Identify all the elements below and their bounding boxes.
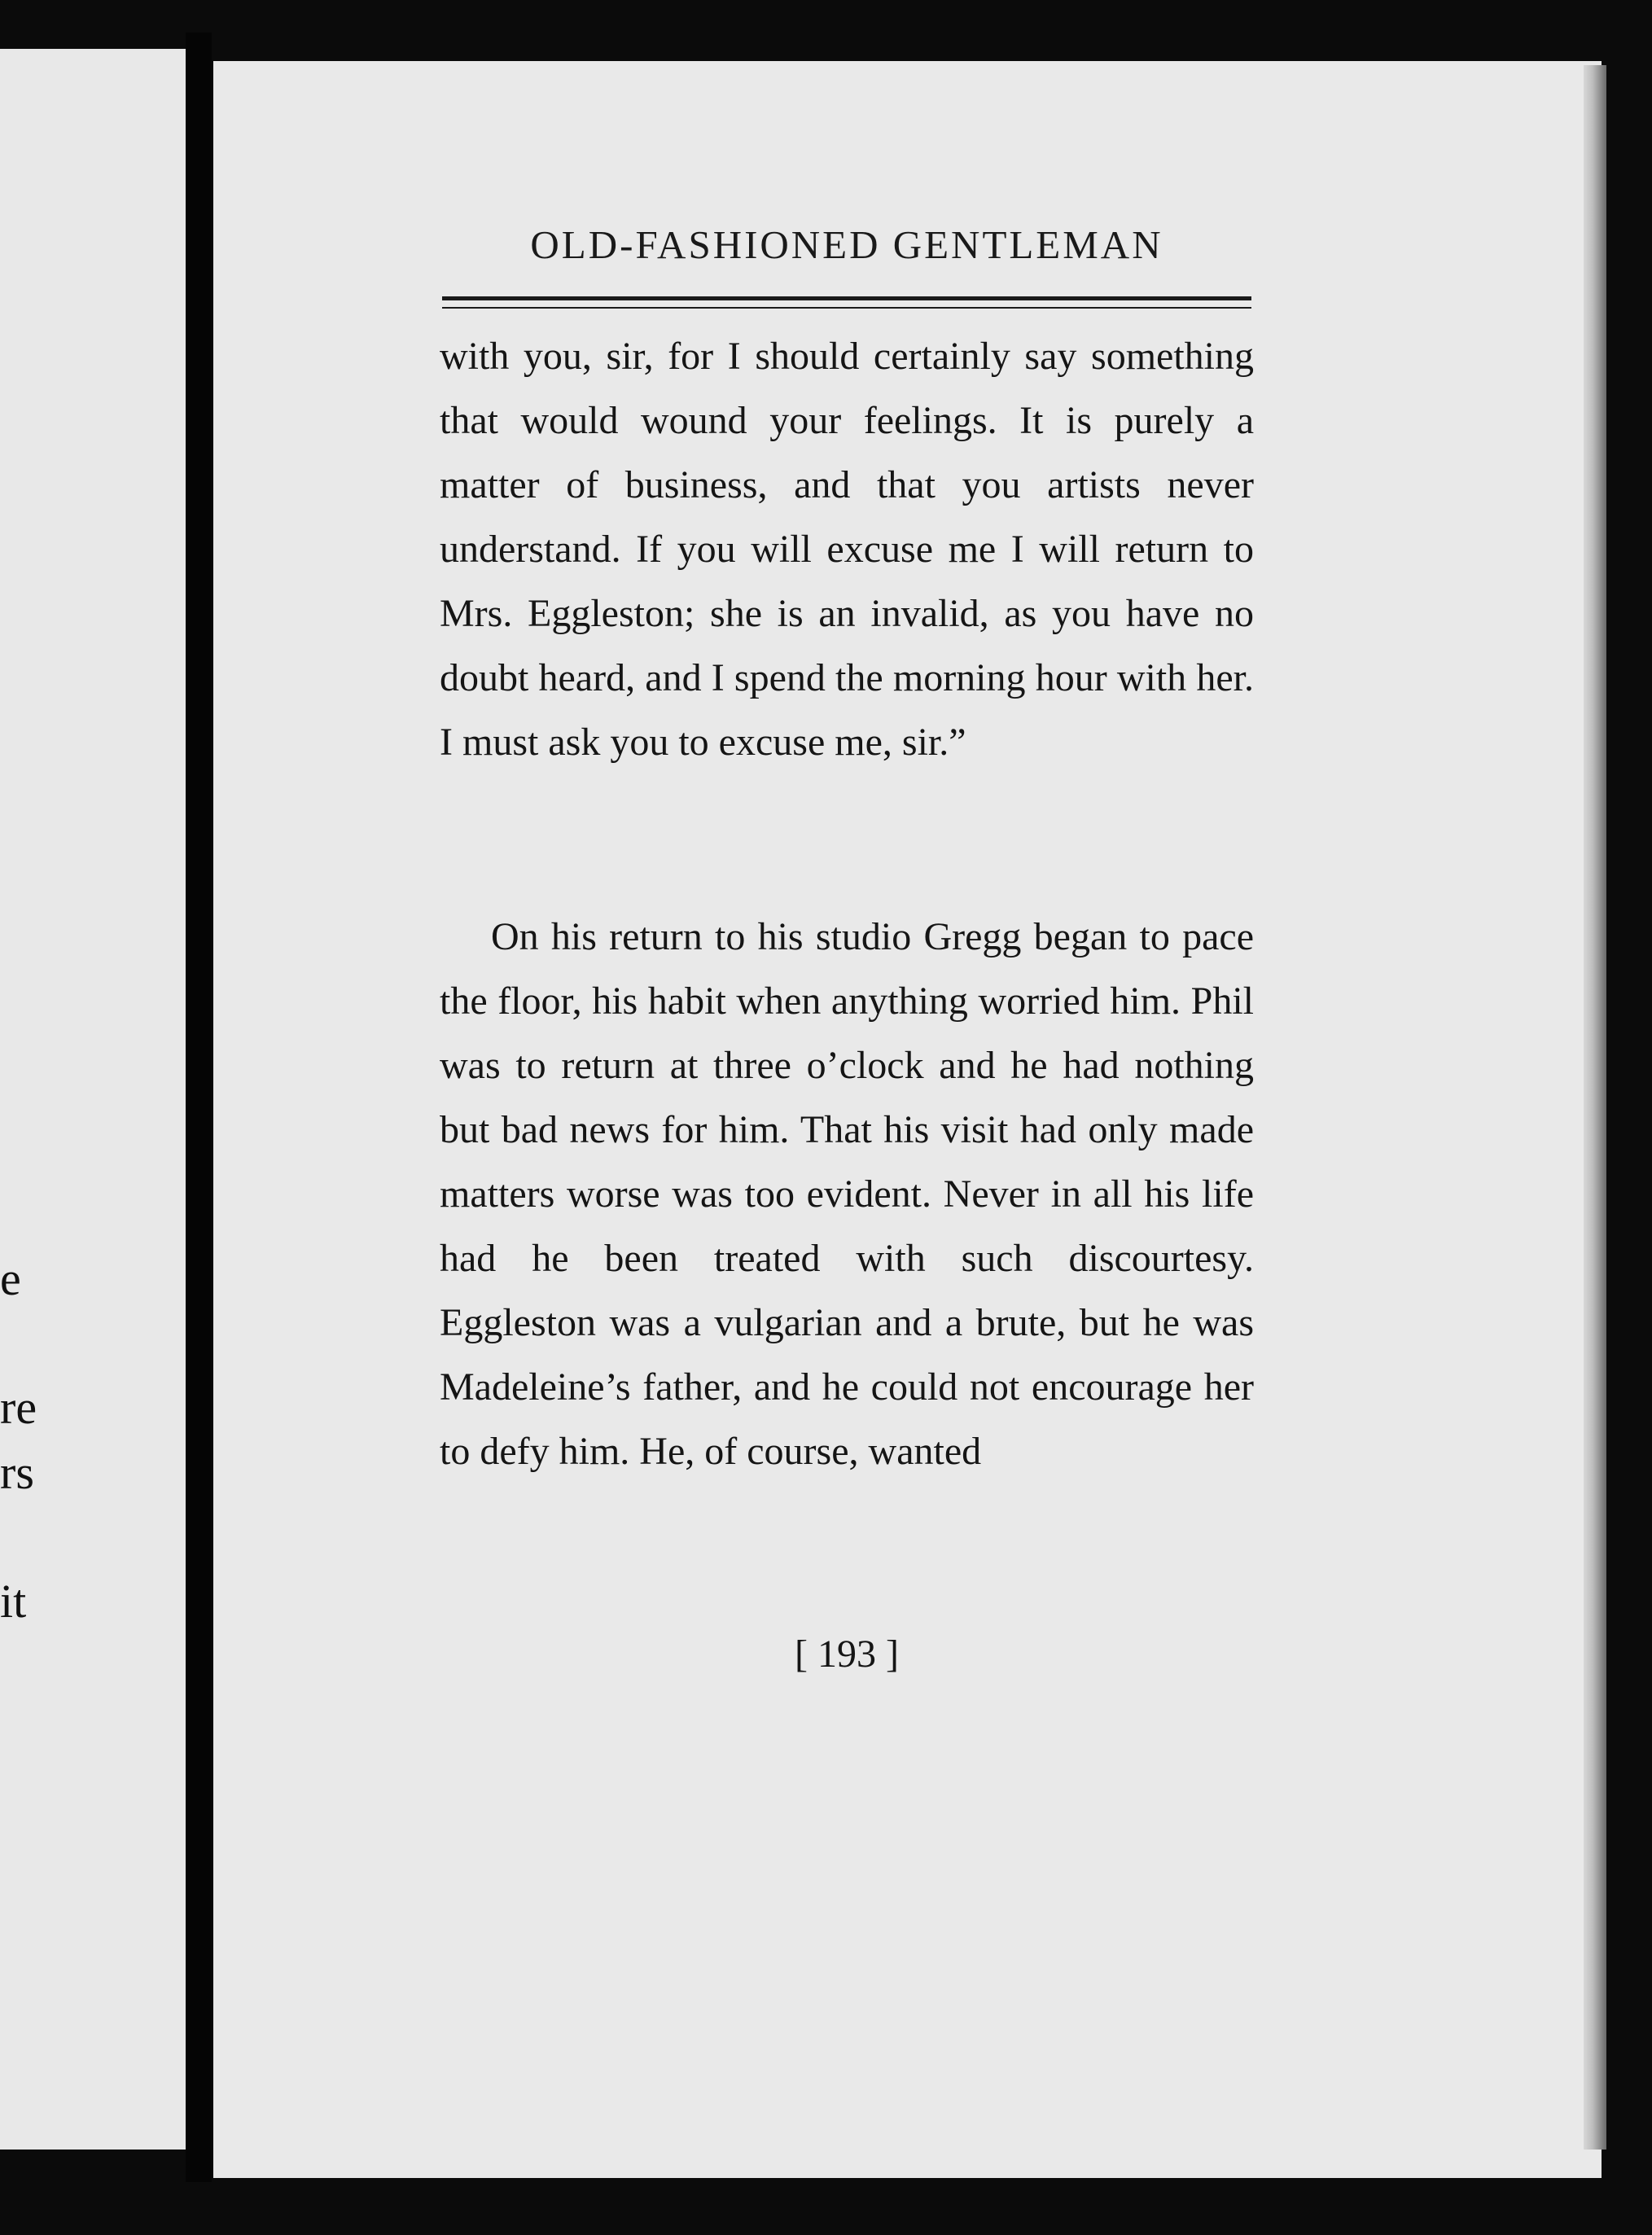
facing-page [0,49,186,2150]
header-rule-thin [442,307,1251,309]
facing-page-fragment: e [0,1252,21,1305]
facing-page-fragment: it [0,1575,27,1628]
paragraph-continuation: with you, sir, for I should certainly say something that would wound your feelings. It is purely a matter of business, and that you artists never understand. If you will excuse me I will return to Mrs. Eggleston; she is an invalid, as you have no doubt heard, and I spend the morning hour with her. I must ask you to excuse me, sir.” [440,335,1254,764]
page-edge [1584,65,1606,2150]
page-number: [ 193 ] [795,1632,899,1676]
facing-page-fragment: re [0,1381,37,1434]
paragraph: On his return to his studio Gregg began to pace the floor, his habit when anything worried him. Phil was to return at three o’clock and he had nothing but bad news for him. That his visit had only made matters worse was too evident. Never in all his life had he been treated with such discourtesy. Eggleston was a vulgarian and a brute, but he was Madeleine’s father, and he could not encourage her to defy him. He, of course, wanted [440,915,1254,1473]
header-rule [442,296,1251,300]
running-head: OLD-FASHIONED GENTLEMAN [530,222,1163,267]
book-gutter [186,33,212,2182]
facing-page-fragment: rs [0,1446,34,1499]
